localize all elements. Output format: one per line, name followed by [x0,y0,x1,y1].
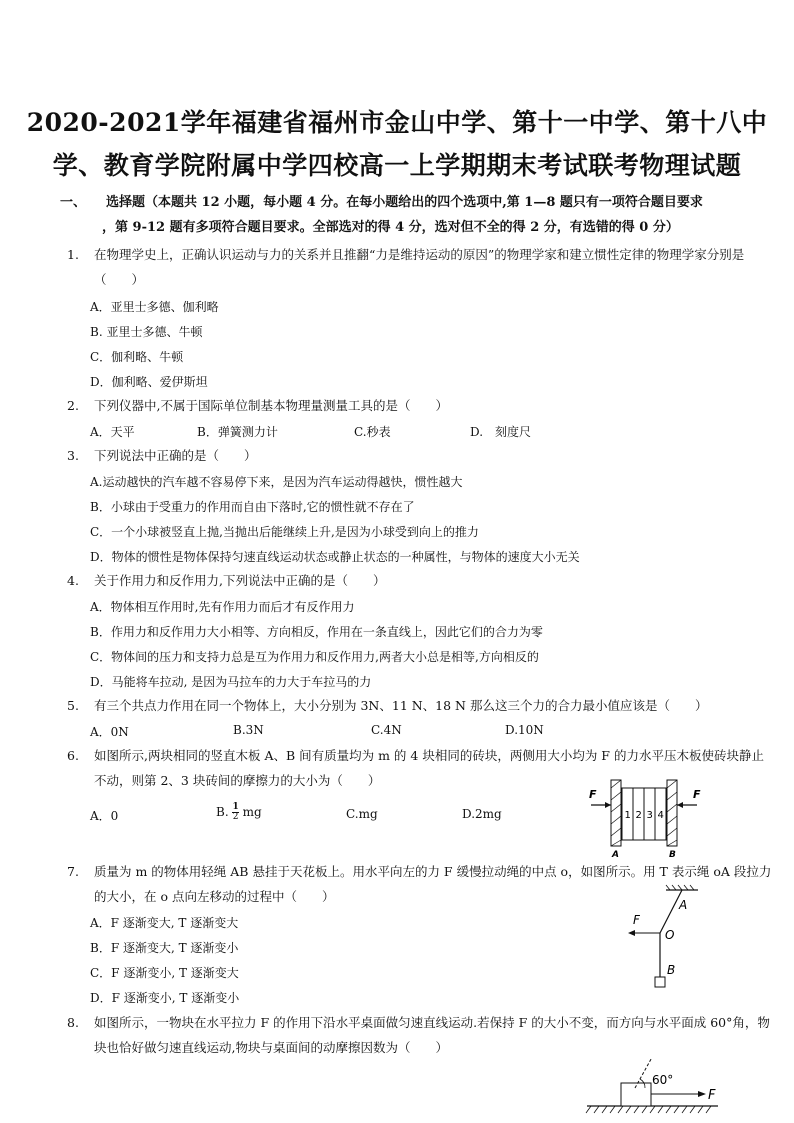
question-number: 4. [67,573,79,588]
q4-option-a: A．物体相互作用时,先有作用力而后才有反作用力 [90,600,355,614]
q1-option-a: A．亚里士多德、伽利略 [90,300,219,314]
q8-figure [585,1058,720,1123]
q7-option-c: C．F 逐渐变小, T 逐渐变大 [90,966,239,980]
question-stem: 下列仪器中,不属于国际单位制基本物理量测量工具的是（ ） [94,398,448,413]
q3-option-c: C．一个小球被竖直上抛,当抛出后能继续上升,是因为小球受到向上的推力 [90,525,479,539]
q5-option-c: C.4N [371,723,402,737]
q6-option-a: A．0 [90,809,119,823]
q7-figure [620,884,700,994]
board-label-b: B [669,850,676,858]
q5-option-d: D.10N [505,723,544,737]
q6-option-c: C.mg [346,807,378,821]
force-label-left: F [589,788,597,801]
section-number: 一、 [60,195,87,210]
force-label-right: F [693,788,701,801]
brick-label: 4 [657,810,664,821]
page-title-line-2: 学、教育学院附属中学四校高一上学期期末考试联考物理试题 [52,151,742,180]
question-number: 3. [67,448,79,463]
q7-option-a: A．F 逐渐变大, T 逐渐变大 [90,916,239,930]
q3-option-b: B．小球由于受重力的作用而自由下落时,它的惯性就不存在了 [90,500,415,514]
board-b [667,780,677,846]
q5-option-b: B.3N [233,723,264,737]
q7-option-d: D．F 逐渐变小, T 逐渐变小 [90,991,240,1005]
label-o: O [665,928,675,942]
brick-label: 3 [646,810,653,821]
question-number: 1. [67,247,79,262]
q3-option-a: A.运动越快的汽车越不容易停下来，是因为汽车运动得越快，惯性越大 [90,475,463,489]
section-instructions-line-1: 选择题（本题共 12 小题，每小题 4 分。在每小题给出的四个选项中,第 1—8 题只有一项符合题目要求 [106,195,703,210]
q2-option-c: C.秒表 [354,425,391,439]
q7-option-b: B．F 逐渐变大, T 逐渐变小 [90,941,239,955]
q4-option-b: B．作用力和反作用力大小相等、方向相反，作用在一条直线上，因此它们的合力为零 [90,625,543,639]
question-stem: 下列说法中正确的是（ ） [94,448,257,463]
arrowhead [698,1091,706,1097]
question-stem: 关于作用力和反作用力,下列说法中正确的是（ ） [94,573,386,588]
question-number: 7. [67,864,79,879]
q6-option-b: B. $\frac{1}{2}$ mg [216,802,262,822]
q4-option-d: D．马能将车拉动, 是因为马拉车的力大于车拉马的力 [90,675,372,689]
question-stem: 在物理学史上，正确认识运动与力的关系并且推翻“力是维持运动的原因”的物理学家和建立惯性定律的物理学家分别是 [94,247,745,262]
arrowhead [628,930,635,936]
hanging-mass [655,977,665,987]
q6-option-d: D.2mg [462,807,502,821]
arrowhead [677,802,683,808]
arrowhead [605,802,611,808]
q5-option-a: A．0N [90,725,129,739]
q3-option-d: D．物体的惯性是物体保持匀速直线运动状态或静止状态的一种属性，与物体的速度大小无关 [90,550,580,564]
label-b: B [667,963,676,977]
board-a [611,780,621,846]
q6-figure [585,778,715,858]
label-f: F [633,913,640,927]
question-number: 5. [67,698,79,713]
section-instructions-line-2: ，第 9-12 题有多项符合题目要求。全部选对的得 4 分，选对但不全的得 2 分，有选错的得 0 分） [102,220,679,235]
question-stem: 如图所示，一物块在水平拉力 F 的作用下沿水平桌面做匀速直线运动.若保持 F 的大小不变，而方向与水平面成 60°角，物 [94,1015,770,1030]
q2-option-a: A．天平 [90,425,135,439]
question-number: 6. [67,748,79,763]
angle-label: 60° [652,1073,674,1087]
q4-option-c: C．物体间的压力和支持力总是互为作用力和反作用力,两者大小总是相等,方向相反的 [90,650,539,664]
question-number: 2. [67,398,79,413]
q2-option-b: B．弹簧测力计 [197,425,278,439]
force-label: F [708,1088,716,1103]
question-stem: 如图所示,两块相同的竖直木板 A、B 间有质量均为 m 的 4 块相同的砖块，两侧用大小均为 F 的力水平压木板使砖块静止 [94,748,764,763]
question-number: 8. [67,1015,79,1030]
brick-label: 1 [624,810,631,821]
question-stem: 质量为 m 的物体用轻绳 AB 悬挂于天花板上。用水平向左的力 F 缓慢拉动绳的中点 o，如图所示。用 T 表示绳 oA 段拉力 [94,864,772,879]
board-label-a: A [612,850,619,858]
q2-option-d: D. 刻度尺 [470,425,532,439]
q1-option-c: C．伽利略、牛顿 [90,350,184,364]
fraction: $\frac{1}{2}$ [232,802,239,822]
q1-option-d: D．伽利略、爱伊斯坦 [90,375,208,389]
label-a: A [679,898,688,912]
q1-option-b: B. 亚里士多德、牛顿 [90,325,203,339]
question-stem: 有三个共点力作用在同一个物体上，大小分别为 3N、11 N、18 N 那么这三个力的合力最小值应该是（ ） [94,698,708,713]
brick-label: 2 [635,810,642,821]
page-title-line-1: 2020-2021学年福建省福州市金山中学、第十一中学、第十八中 [26,108,768,137]
